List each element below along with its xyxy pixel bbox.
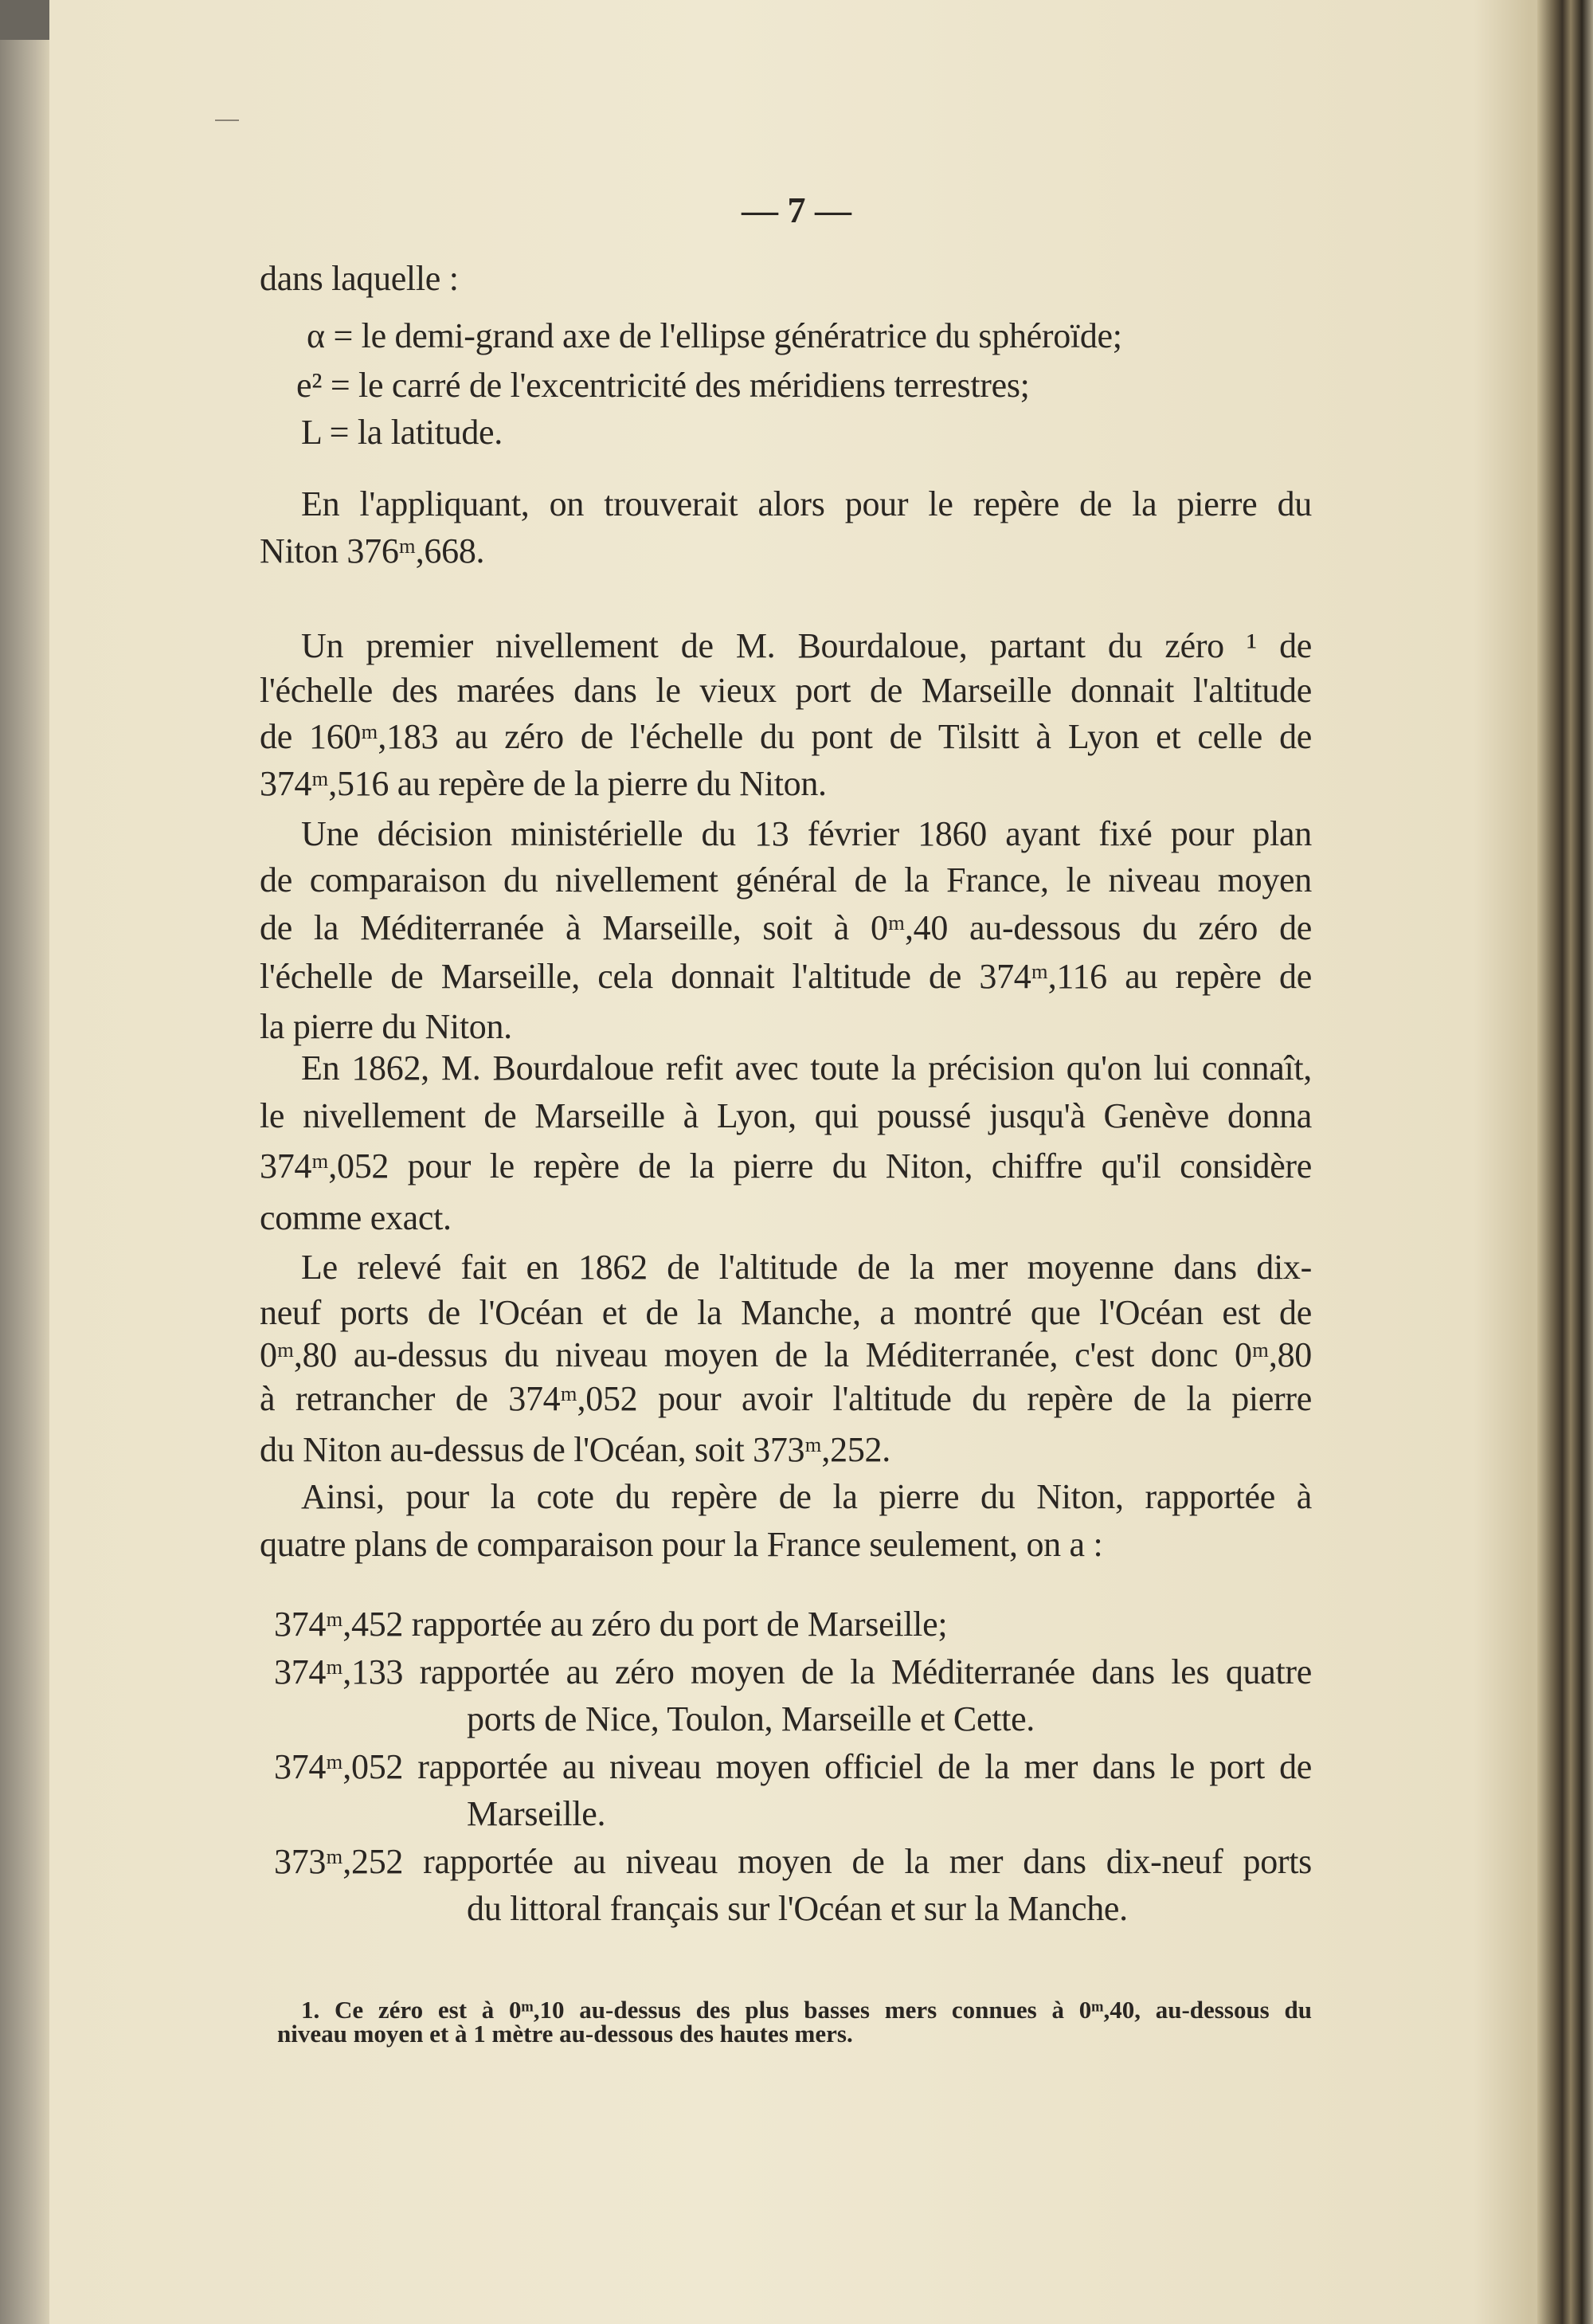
scan-corner [0, 0, 49, 40]
paragraph-line: à retrancher de 374ᵐ,052 pour avoir l'altitude du repère de la pierre [260, 1379, 1312, 1418]
paragraph-line: le nivellement de Marseille à Lyon, qui poussé jusqu'à Genève donna [260, 1096, 1312, 1135]
paragraph-line: Ainsi, pour la cote du repère de la pierre du Niton, rapportée à [301, 1477, 1312, 1516]
paragraph-line: Niton 376ᵐ,668. [260, 531, 485, 570]
paragraph-line: quatre plans de comparaison pour la France seulement, on a : [260, 1525, 1103, 1564]
paragraph-line: 0ᵐ,80 au-dessus du niveau moyen de la Méditerranée, c'est donc 0ᵐ,80 [260, 1335, 1312, 1374]
footnote-line: 1. Ce zéro est à 0ᵐ,10 au-dessus des plus basses mers connues à 0ᵐ,40, au-dessous du [301, 1996, 1312, 2024]
book-binding-edge [1537, 0, 1593, 2324]
paragraph-line: la pierre du Niton. [260, 1007, 512, 1046]
footnote-line: niveau moyen et à 1 mètre au-dessous des hautes mers. [277, 2020, 853, 2048]
definition-l: L = la latitude. [301, 413, 503, 452]
list-item: 373ᵐ,252 rapportée au niveau moyen de la mer dans dix-neuf ports [274, 1842, 1312, 1881]
list-item-continuation: ports de Nice, Toulon, Marseille et Cette. [467, 1699, 1035, 1738]
paragraph-line: 374ᵐ,052 pour le repère de la pierre du Niton, chiffre qu'il considère [260, 1146, 1312, 1186]
paragraph-line: comme exact. [260, 1198, 452, 1237]
paragraph-line: l'échelle des marées dans le vieux port de Marseille donnait l'altitude [260, 671, 1312, 710]
list-item-continuation: du littoral français sur l'Océan et sur la Manche. [467, 1889, 1128, 1928]
paragraph-line: Une décision ministérielle du 13 février 1860 ayant fixé pour plan [301, 814, 1312, 853]
paragraph-line: neuf ports de l'Océan et de la Manche, a montré que l'Océan est de [260, 1293, 1312, 1332]
paragraph-line: du Niton au-dessus de l'Océan, soit 373ᵐ,252. [260, 1430, 890, 1469]
definition-a: α = le demi-grand axe de l'ellipse génératrice du sphéroïde; [307, 316, 1122, 355]
paragraph-line: de la Méditerranée à Marseille, soit à 0ᵐ,40 au-dessous du zéro de [260, 908, 1312, 947]
margin-mark [215, 120, 239, 121]
page-number: — 7 — [742, 190, 851, 230]
paragraph-line: de 160ᵐ,183 au zéro de l'échelle du pont de Tilsitt à Lyon et celle de [260, 717, 1312, 756]
intro-line: dans laquelle : [260, 259, 459, 298]
paragraph-line: de comparaison du nivellement général de la France, le niveau moyen [260, 860, 1312, 899]
list-item: 374ᵐ,133 rapportée au zéro moyen de la Méditerranée dans les quatre [274, 1652, 1312, 1691]
paragraph-line: l'échelle de Marseille, cela donnait l'altitude de 374ᵐ,116 au repère de [260, 957, 1312, 996]
paragraph-line: Le relevé fait en 1862 de l'altitude de la mer moyenne dans dix- [301, 1248, 1312, 1287]
paragraph-line: 374ᵐ,516 au repère de la pierre du Niton. [260, 764, 827, 803]
paragraph-line: En 1862, M. Bourdaloue refit avec toute la précision qu'on lui connaît, [301, 1048, 1312, 1088]
list-item-continuation: Marseille. [467, 1794, 606, 1833]
paragraph-line: Un premier nivellement de M. Bourdaloue, partant du zéro ¹ de [301, 626, 1312, 665]
left-scan-edge [0, 0, 49, 2324]
list-item: 374ᵐ,052 rapportée au niveau moyen officiel de la mer dans le port de [274, 1747, 1312, 1786]
paragraph-line: En l'appliquant, on trouverait alors pour le repère de la pierre du [301, 484, 1312, 523]
list-item: 374ᵐ,452 rapportée au zéro du port de Marseille; [274, 1605, 948, 1644]
definition-e2: e² = le carré de l'excentricité des méridiens terrestres; [296, 366, 1030, 405]
